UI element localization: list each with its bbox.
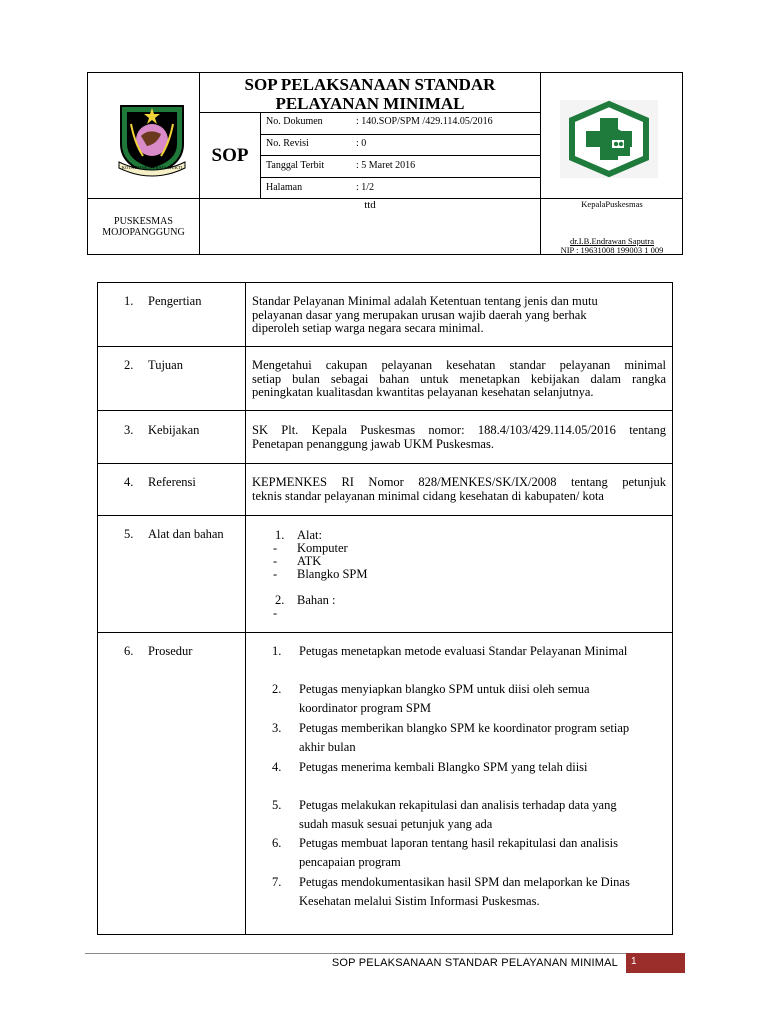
section-label: Tujuan bbox=[148, 358, 183, 372]
doc-field-label: No. Revisi bbox=[266, 138, 309, 149]
bahan-heading-num: 2. bbox=[275, 593, 285, 607]
alat-dash: - bbox=[273, 541, 278, 555]
content-line: Mengetahui cakupan pelayanan kesehatan standar pelayanan minimal bbox=[252, 358, 666, 372]
step-line: Petugas menetapkan metode evaluasi Standar Pelayanan Minimal bbox=[299, 644, 628, 658]
doc-field-value: : 0 bbox=[356, 138, 367, 149]
step-line: Petugas mendokumentasikan hasil SPM dan melaporkan ke Dinas bbox=[299, 875, 630, 889]
section-content bbox=[252, 359, 666, 400]
head-nip: NIP : 19631008 199003 1 009 bbox=[560, 245, 664, 255]
section-content bbox=[252, 476, 666, 503]
step-number: 3. bbox=[272, 721, 282, 735]
title-line-2: PELAYANAN MINIMAL bbox=[275, 94, 465, 113]
section-label: Alat dan bahan bbox=[148, 527, 224, 541]
alat-heading-num: 1. bbox=[275, 528, 285, 542]
org-line-1: PUSKESMAS bbox=[114, 216, 173, 227]
step-line: Petugas melakukan rekapitulasi dan analisis terhadap data yang bbox=[299, 798, 617, 812]
page-number-badge bbox=[626, 953, 685, 973]
step-line: akhir bulan bbox=[299, 740, 356, 754]
section-content bbox=[252, 295, 666, 336]
section-number: 1. bbox=[124, 294, 134, 308]
section-content bbox=[252, 424, 666, 451]
step-line: pencapaian program bbox=[299, 855, 401, 869]
alat-dash: - bbox=[273, 554, 278, 568]
footer-title: SOP PELAKSANAAN STANDAR PELAYANAN MINIMAL bbox=[331, 957, 618, 969]
section-number: 4. bbox=[124, 475, 134, 489]
content-line: peningkatan kualitasdan kwantitas pelayanan kesehatan selanjutnya. bbox=[252, 385, 594, 399]
doc-field-label: No. Dokumen bbox=[266, 116, 323, 127]
content-line: diperoleh setiap warga negara secara minimal. bbox=[252, 321, 484, 335]
section-number: 3. bbox=[124, 423, 134, 437]
section-label: Referensi bbox=[148, 475, 196, 489]
alat-item: Blangko SPM bbox=[297, 567, 368, 581]
title-line-1: SOP PELAKSANAAN STANDAR bbox=[244, 75, 496, 94]
footer-rule bbox=[85, 953, 685, 954]
page-number: 1 bbox=[631, 956, 637, 967]
step-number: 5. bbox=[272, 798, 282, 812]
section-number: 2. bbox=[124, 358, 134, 372]
alat-heading: Alat: bbox=[297, 528, 322, 542]
doc-field-label: Halaman bbox=[266, 182, 303, 193]
logo-motto: KOTA BHAKTI PRAJA MUKTI bbox=[121, 165, 183, 170]
head-name: dr.I.B.Endrawan Saputra bbox=[569, 236, 655, 246]
section-label: Kebijakan bbox=[148, 423, 200, 437]
step-line: Petugas menyiapkan blangko SPM untuk diisi oleh semua bbox=[299, 682, 590, 696]
content-line: Standar Pelayanan Minimal adalah Ketentuan tentang jenis dan mutu bbox=[252, 294, 598, 308]
content-line: SK Plt. Kepala Puskesmas nomor: 188.4/103/429.114.05/2016 tentang bbox=[252, 423, 666, 437]
section-number: 6. bbox=[124, 644, 134, 658]
content-line: pelayanan dasar yang merupakan urusan wajib daerah yang berhak bbox=[252, 307, 587, 322]
doc-field-value: : 1/2 bbox=[356, 182, 375, 193]
step-line: koordinator program SPM bbox=[299, 701, 431, 715]
alat-dash: - bbox=[273, 567, 278, 581]
content-line: teknis standar pelayanan minimal cidang kesehatan di kabupaten/ kota bbox=[252, 488, 604, 503]
section-number: 5. bbox=[124, 527, 134, 541]
org-line-2: MOJOPANGGUNG bbox=[102, 227, 185, 238]
step-line: Petugas menerima kembali Blangko SPM yang telah diisi bbox=[299, 760, 588, 774]
content-line: Penetapan penanggung jawab UKM Puskesmas. bbox=[252, 436, 494, 451]
org-name bbox=[88, 216, 199, 238]
step-line: Petugas membuat laporan tentang hasil rekapitulasi dan analisis bbox=[299, 836, 619, 850]
alat-item: ATK bbox=[297, 554, 322, 568]
step-number: 4. bbox=[272, 760, 282, 774]
step-number: 2. bbox=[272, 682, 282, 696]
sop-label: SOP bbox=[211, 145, 249, 166]
puskesmas-logo bbox=[560, 100, 658, 178]
step-number: 7. bbox=[272, 875, 282, 889]
step-number: 6. bbox=[272, 836, 282, 850]
doc-field-label: Tanggal Terbit bbox=[266, 160, 325, 171]
content-line: setiap bulan sebagai bahan untuk menetapkan kebijakan dalam rangka bbox=[252, 371, 666, 386]
step-number: 1. bbox=[272, 644, 282, 658]
section-label: Prosedur bbox=[148, 644, 193, 658]
doc-field-value: : 140.SOP/SPM /429.114.05/2016 bbox=[356, 116, 493, 127]
head-title: KepalaPuskesmas bbox=[581, 199, 643, 209]
step-line: Kesehatan melalui Sistim Informasi Puskesmas. bbox=[299, 894, 540, 908]
content-line: KEPMENKES RI Nomor 828/MENKES/SK/IX/2008 tentang petunjuk bbox=[252, 475, 666, 489]
bahan-dash: - bbox=[273, 606, 278, 620]
alat-item: Komputer bbox=[297, 541, 348, 555]
page-title bbox=[200, 75, 540, 113]
bahan-heading: Bahan : bbox=[297, 593, 336, 607]
step-line: sudah masuk sesuai petunjuk yang ada bbox=[299, 817, 493, 831]
section-label: Pengertian bbox=[148, 294, 202, 308]
signature-ttd: ttd bbox=[364, 199, 376, 211]
doc-field-value: : 5 Maret 2016 bbox=[356, 160, 416, 171]
step-line: Petugas memberikan blangko SPM ke koordinator program setiap bbox=[299, 721, 630, 735]
